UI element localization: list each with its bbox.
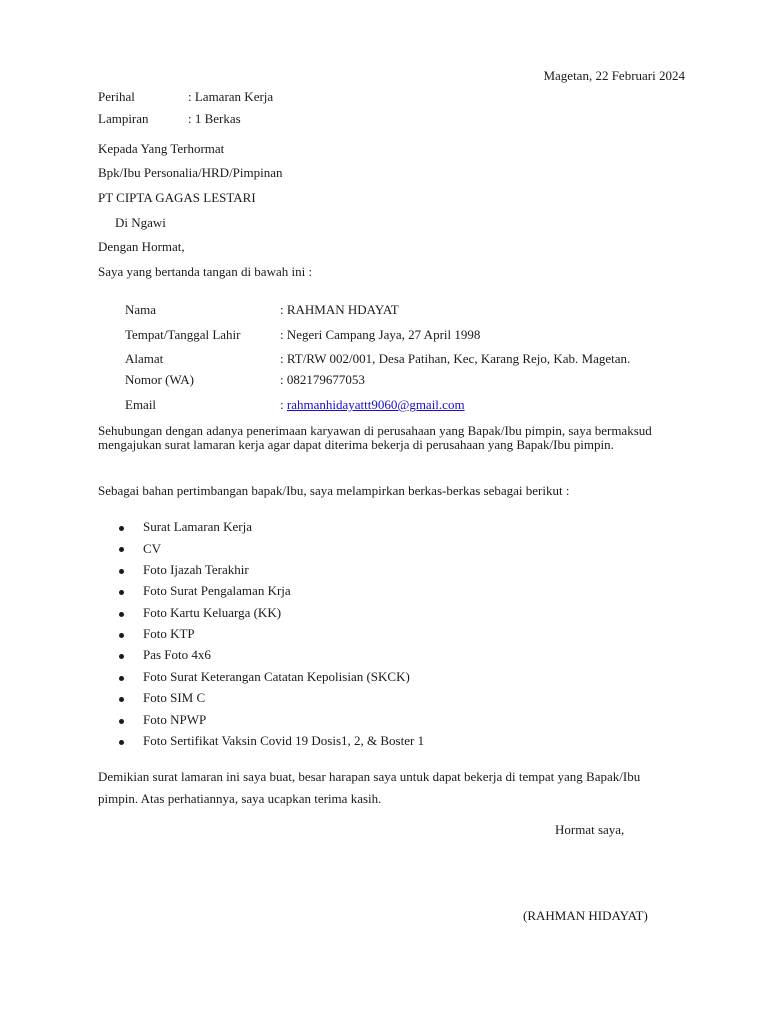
applicant-label-address: Alamat xyxy=(125,351,164,366)
bullet-icon xyxy=(119,654,124,659)
applicant-label-name: Nama xyxy=(125,302,157,317)
list-item: Pas Foto 4x6 xyxy=(143,647,211,662)
greeting: Dengan Hormat, xyxy=(98,239,185,254)
list-item: Foto Surat Keterangan Catatan Kepolisian (SKCK) xyxy=(143,669,410,684)
bullet-icon xyxy=(119,526,124,531)
list-item: Foto Ijazah Terakhir xyxy=(143,562,249,577)
list-item: Foto Sertifikat Vaksin Covid 19 Dosis1, 2, & Boster 1 xyxy=(143,733,425,748)
applicant-label-phone: Nomor (WA) xyxy=(125,372,194,387)
email-colon: : xyxy=(280,397,287,412)
intro-text: Saya yang bertanda tangan di bawah ini : xyxy=(98,264,313,279)
applicant-value-address: : RT/RW 002/001, Desa Patihan, Kec, Karang Rejo, Kab. Magetan. xyxy=(280,351,631,366)
recipient-company: PT CIPTA GAGAS LESTARI xyxy=(98,190,256,205)
list-item: Foto Kartu Keluarga (KK) xyxy=(143,605,282,620)
applicant-label-email: Email xyxy=(125,397,157,412)
bullet-icon xyxy=(119,569,124,574)
applicant-value-birth: : Negeri Campang Jaya, 27 April 1998 xyxy=(280,327,481,342)
bullet-icon xyxy=(119,612,124,617)
bullet-icon xyxy=(119,633,124,638)
list-item: Foto KTP xyxy=(143,626,195,641)
sign-off: Hormat saya, xyxy=(555,822,625,837)
meta-label-perihal: Perihal xyxy=(98,89,135,104)
signature-name: (RAHMAN HIDAYAT) xyxy=(523,908,648,923)
bullet-icon xyxy=(119,719,124,724)
bullet-icon xyxy=(119,676,124,681)
bullet-icon xyxy=(119,697,124,702)
recipient-location: Di Ngawi xyxy=(115,215,166,230)
email-link[interactable]: rahmanhidayattt9060@gmail.com xyxy=(286,397,465,412)
bullet-icon xyxy=(119,590,124,595)
list-item: CV xyxy=(143,541,162,556)
list-item: Foto SIM C xyxy=(143,690,206,705)
applicant-label-birth: Tempat/Tanggal Lahir xyxy=(125,327,241,342)
closing-line-1: Demikian surat lamaran ini saya buat, besar harapan saya untuk dapat bekerja di tempat yang Bapak/Ibu xyxy=(98,769,641,784)
list-item: Foto Surat Pengalaman Krja xyxy=(143,583,291,598)
meta-label-lampiran: Lampiran xyxy=(98,111,149,126)
recipient-line-1: Kepada Yang Terhormat xyxy=(98,141,225,156)
list-item: Foto NPWP xyxy=(143,712,207,727)
applicant-value-email xyxy=(280,397,465,413)
recipient-line-2: Bpk/Ibu Personalia/HRD/Pimpinan xyxy=(98,165,283,180)
paragraph-attachments: Sebagai bahan pertimbangan bapak/Ibu, saya melampirkan berkas-berkas sebagai berikut : xyxy=(98,483,570,498)
paragraph-intro: Sehubungan dengan adanya penerimaan karyawan di perusahaan yang Bapak/Ibu pimpin, saya bermaksud mengajukan surat lamaran kerja agar dapat diterima bekerja di perusahaan yang Bapak/Ibu pimpin. xyxy=(98,423,652,452)
applicant-value-name: : RAHMAN HDAYAT xyxy=(280,302,399,317)
meta-value-perihal: : Lamaran Kerja xyxy=(188,89,274,104)
bullet-icon xyxy=(119,547,124,552)
letter-date: Magetan, 22 Februari 2024 xyxy=(543,68,685,83)
closing-line-2: pimpin. Atas perhatiannya, saya ucapkan terima kasih. xyxy=(98,791,382,806)
meta-value-lampiran: : 1 Berkas xyxy=(188,111,241,126)
list-item: Surat Lamaran Kerja xyxy=(143,519,253,534)
applicant-value-phone: : 082179677053 xyxy=(280,372,365,387)
bullet-icon xyxy=(119,740,124,745)
